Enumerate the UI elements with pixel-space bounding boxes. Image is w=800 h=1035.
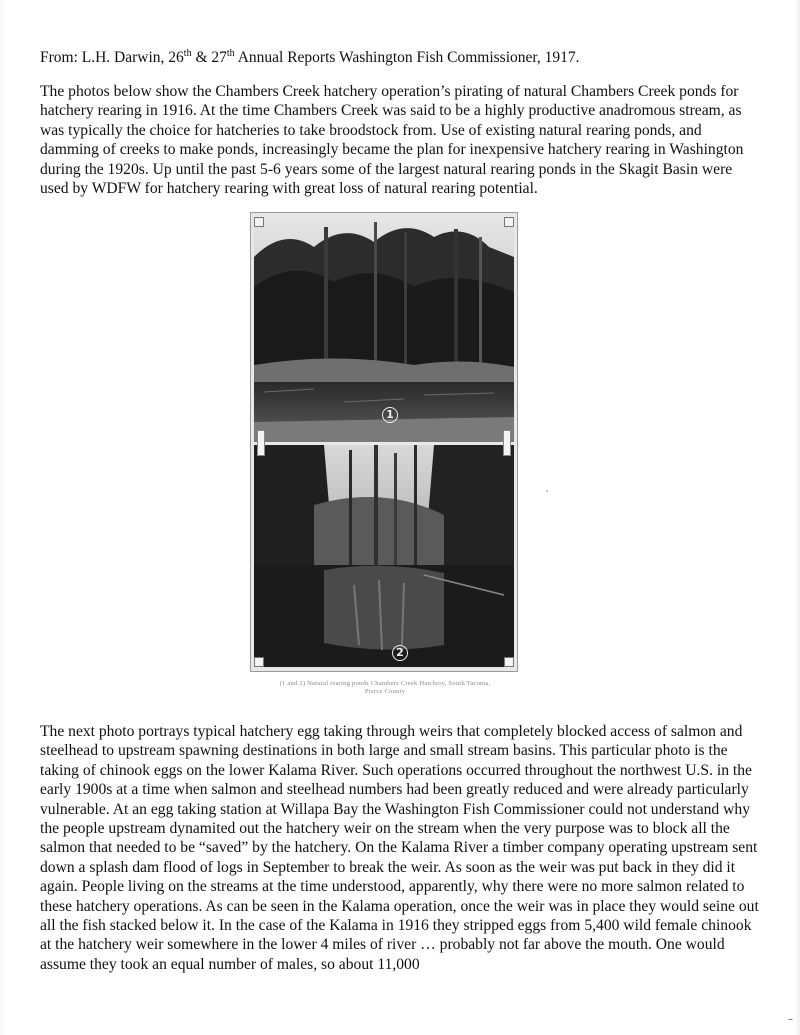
- intro-paragraph: The photos below show the Chambers Creek hatchery operation’s pirating of natural Chambers Creek ponds for hatchery rearing in 1916. At the time Chambers Creek was said to be a highly productive anadromous stream, as was typically the choice for hatcheries to take broodstock from. Use of existing natural rearing ponds, and damming of creeks to make ponds, increasingly became the plan for inexpensive hatchery rearing in Washington during the 1920s. Up until the past 5-6 years some of the largest natural rearing ponds in the Skagit Basin were used by WDFW for hatchery rearing with great loss of natural rearing potential.: [40, 83, 744, 198]
- figure-caption-line-1: (1 and 2) Natural rearing ponds Chambers Creek Hatchery, South Tacoma,: [279, 680, 491, 687]
- source-sup-1: th: [183, 48, 192, 59]
- source-sup-2: th: [226, 48, 235, 59]
- corner-mark-bottom-right: [504, 657, 514, 667]
- source-prefix: From: L.H. Darwin, 26: [40, 49, 184, 67]
- corner-mark-top-right: [504, 217, 514, 227]
- rearing-ponds-figure: [250, 212, 518, 672]
- photo-number-2: 2: [392, 645, 408, 661]
- source-mid: & 27: [191, 49, 227, 67]
- corner-mark-bottom-left: [254, 657, 264, 667]
- side-tab-right: [503, 430, 511, 456]
- source-suffix: Annual Reports Washington Fish Commissioner, 1917.: [234, 49, 580, 67]
- photo-pond-2: [254, 445, 514, 667]
- corner-mark-top-left: [254, 217, 264, 227]
- figure-caption: [240, 680, 530, 696]
- kalama-paragraph: The next photo portrays typical hatchery egg taking through weirs that completely blocked access of salmon and steelhead to upstream spawning destinations in both large and small stream basins. This particular photo is the taking of chinook eggs on the lower Kalama River. Such operations occurred throughout the northwest U.S. in the early 1900s at a time when salmon and steelhead numbers had been greatly reduced and were already particularly vulnerable. At an egg taking station at Willapa Bay the Washington Fish Commissioner could not understand why the people upstream dynamited out the hatchery weir on the stream when the very purpose was to block all the salmon that needed to be “saved” by the hatchery. On the Kalama River a timber company operating upstream sent down a splash dam flood of logs in September to break the weir. As soon as the weir was put back in they did it again. People living on the streams at the time understood, apparently, why there were no more salmon related to these hatchery operations. As can be seen in the Kalama operation, once the weir was in place they would seine out all the fish stacked below it. In the case of the Kalama in 1916 they stripped eggs from 5,400 wild female chinook at the hatchery weir somewhere in the lower 4 miles of river … probably not far above the mouth. One would assume they took an equal number of males, so about 11,000: [40, 723, 759, 973]
- scan-edge-mark: –: [788, 1014, 793, 1025]
- photo-number-1: 1: [382, 407, 398, 423]
- scan-speck: [546, 490, 548, 492]
- source-citation: [40, 44, 760, 67]
- photo-pond-2-image: [254, 445, 514, 667]
- side-tab-left: [257, 430, 265, 456]
- photo-pond-1: [254, 217, 514, 442]
- figure-caption-line-2: Pierce County: [364, 688, 406, 695]
